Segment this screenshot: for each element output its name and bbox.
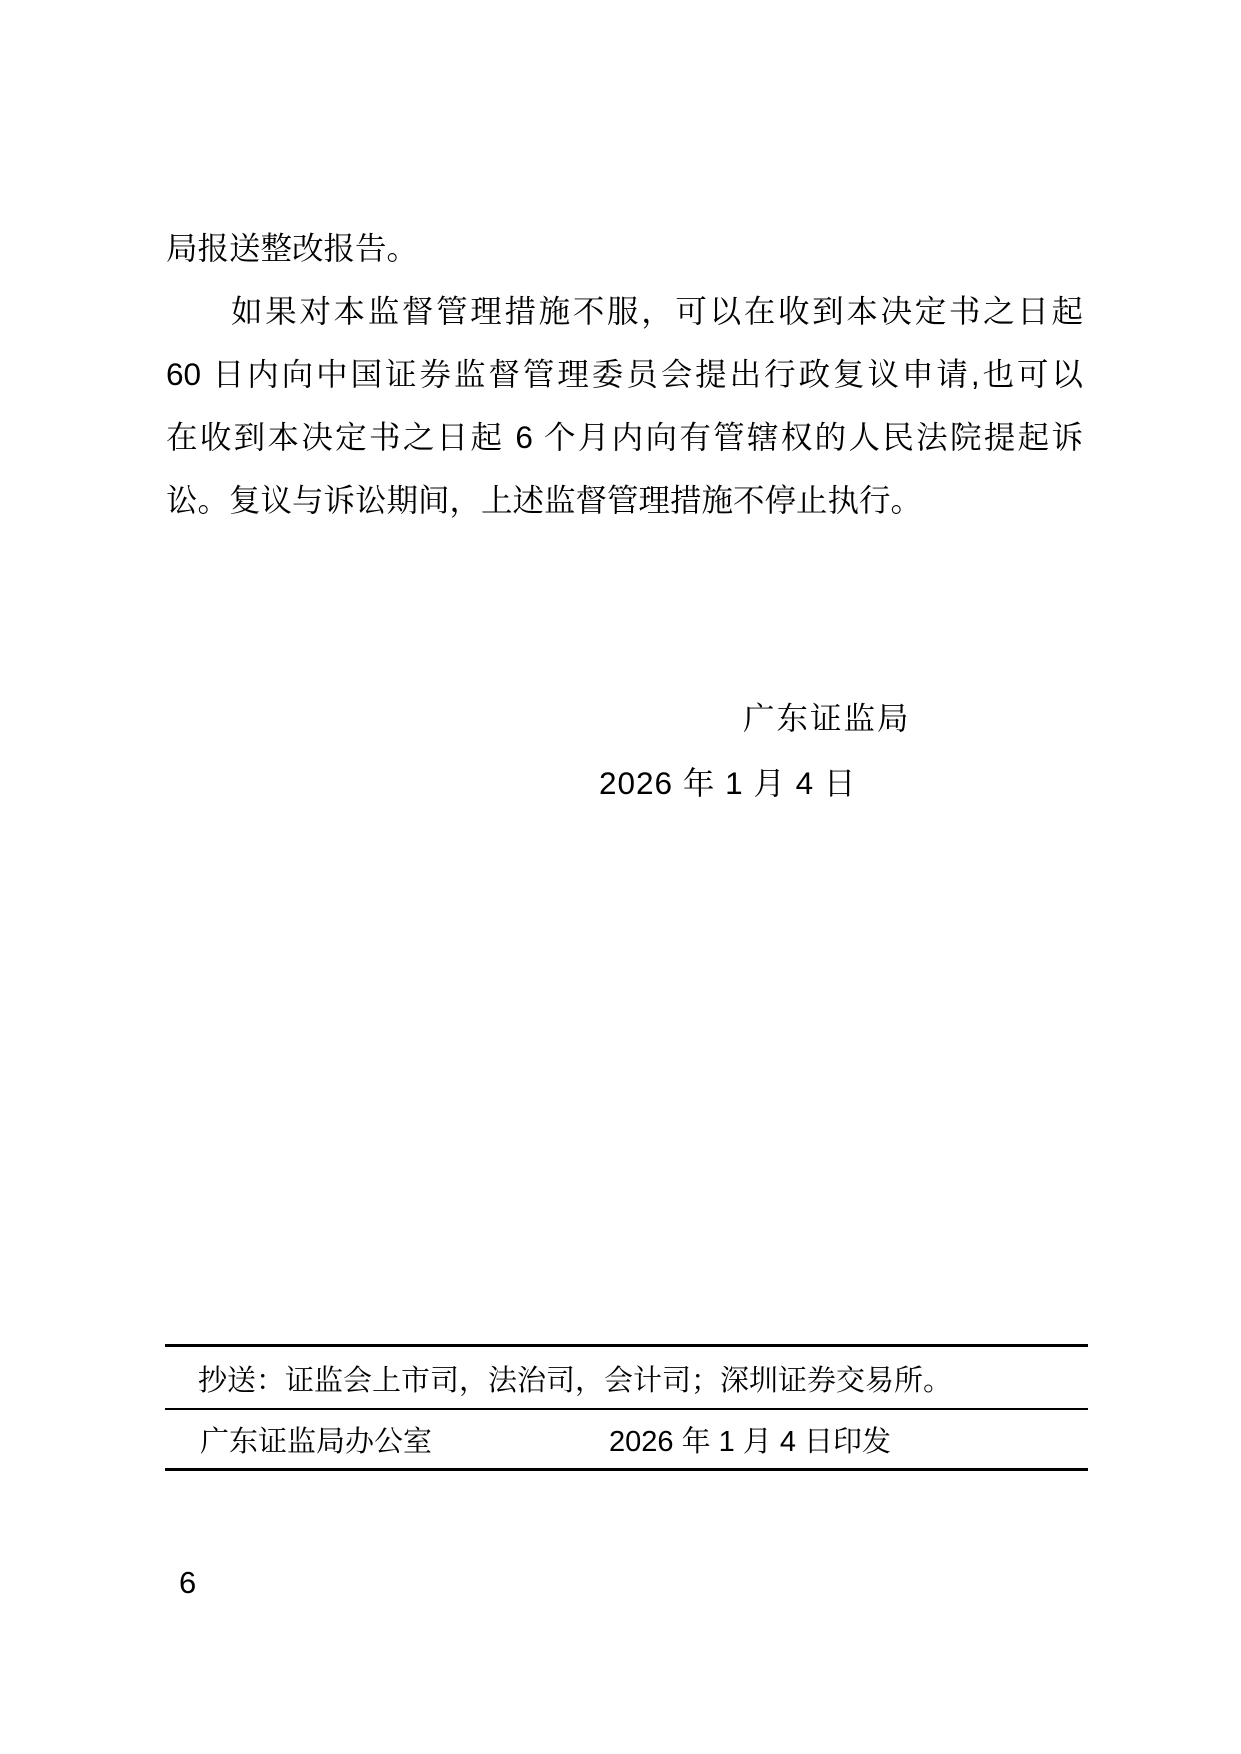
signature-date: 2026 年 1 月 4 日	[599, 765, 857, 801]
print-date: 2026 年 1 月 4 日印发	[609, 1426, 892, 1458]
footer-rule-bottom	[165, 1468, 1088, 1471]
paragraph-line-5: 讼。复议与诉讼期间，上述监督管理措施不停止执行。	[166, 482, 923, 518]
paragraph-line-4: 在收到本决定书之日起 6 个月内向有管辖权的人民法院提起诉	[166, 419, 1083, 455]
body-paragraphs	[166, 217, 1083, 532]
issuer-signature: 广东证监局	[743, 700, 911, 736]
paragraph-line-3: 60 日内向中国证券监督管理委员会提出行政复议申请,也可以	[166, 356, 1083, 392]
footer-rule-top	[165, 1344, 1088, 1347]
issuing-office: 广东证监局办公室	[200, 1426, 433, 1458]
page-number: 6	[179, 1565, 197, 1600]
paragraph-line-2: 如果对本监督管理措施不服，可以在收到本决定书之日起	[231, 293, 1083, 329]
paragraph-line-1: 局报送整改报告。	[166, 230, 419, 266]
footer-rule-middle	[165, 1408, 1088, 1410]
cc-recipients-line: 抄送：证监会上市司，法治司，会计司；深圳证券交易所。	[198, 1365, 953, 1397]
